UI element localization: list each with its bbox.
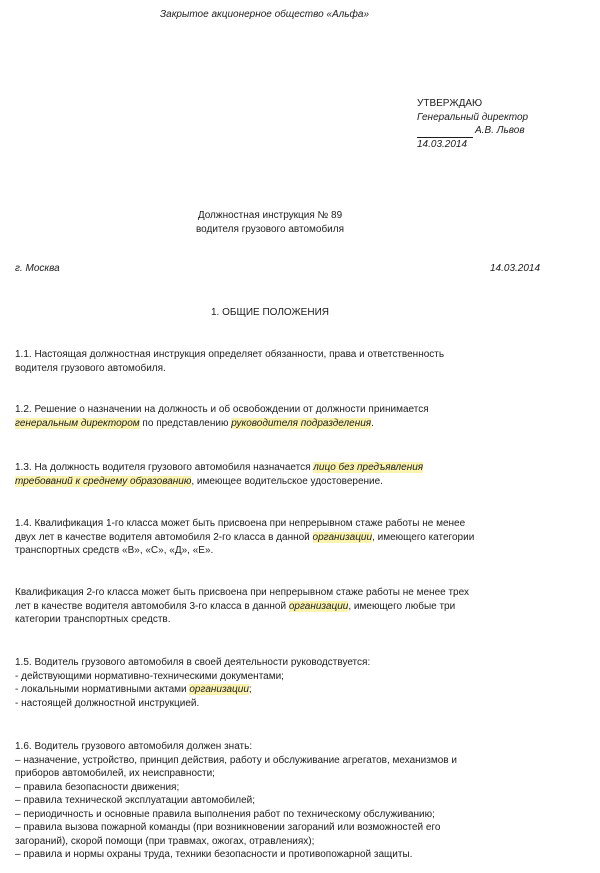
p1-6-line: – периодичность и основные правила выполнения работ по техническому обслуживанию;: [15, 808, 435, 820]
p1-4-text: двух лет в качестве водителя автомобиля 2-го класса в данной: [15, 531, 313, 543]
p1-2-line-2: [15, 417, 429, 431]
approval-name: А.В. Львов: [475, 125, 525, 136]
title-line-2: водителя грузового автомобиля: [195, 223, 345, 235]
p1-4-line-3: транспортных средств «В», «С», «Д», «Е».: [15, 545, 214, 556]
approval-block: [417, 97, 528, 151]
p1-4b-line-1: Квалификация 2-го класса может быть присвоена при непрерывном стаже работы не менее трех: [15, 587, 469, 598]
section-title: 1. ОБЩИЕ ПОЛОЖЕНИЯ: [211, 307, 329, 318]
p1-2-end: .: [371, 417, 374, 429]
company-name: Закрытое акционерное общество «Альфа»: [160, 9, 370, 20]
approval-position: Генеральный директор: [417, 111, 529, 123]
p1-5-end: ;: [248, 684, 252, 695]
p1-2-text: по представлению: [139, 417, 232, 429]
p1-3-line-1: [15, 461, 423, 475]
highlight-organization: организации: [312, 531, 373, 543]
paragraph-1-2: [15, 403, 429, 430]
document-title: [150, 209, 390, 236]
paragraph-1-6: [15, 740, 457, 862]
highlight-education: требований к среднему образованию: [15, 475, 192, 487]
highlight-organization: организации: [189, 684, 249, 695]
document-city: г. Москва: [15, 263, 60, 274]
p1-6-line: – правила вызова пожарной команды (при возникновении загораний или возможностей его: [15, 822, 441, 833]
p1-5-text: - локальными нормативными актами: [15, 684, 190, 695]
highlight-general-director: генеральным директором: [15, 417, 140, 429]
approval-label: УТВЕРЖДАЮ: [417, 98, 483, 109]
p1-6-line: приборов автомобилей, их неисправности;: [15, 768, 215, 779]
paragraph-1-3: [15, 461, 423, 488]
p1-4-end: , имеющего категории: [372, 531, 475, 543]
paragraph-1-4b: [15, 586, 469, 627]
paragraph-1-4: [15, 517, 474, 558]
paragraph-1-1: [15, 348, 444, 375]
p1-5-line-1: 1.5. Водитель грузового автомобиля в своей деятельности руководствуется:: [15, 657, 371, 668]
p1-6-line: 1.6. Водитель грузового автомобиля должен знать:: [15, 741, 253, 752]
paragraph-1-5: [15, 656, 370, 710]
p1-6-line: – правила и нормы охраны труда, техники безопасности и противопожарной защиты.: [15, 849, 413, 860]
document-date: 14.03.2014: [490, 263, 541, 274]
p1-6-line: – правила безопасности движения;: [15, 781, 180, 793]
p1-1-line-2: водителя грузового автомобиля.: [15, 362, 166, 374]
highlight-department-head: руководителя подразделения: [231, 417, 372, 429]
p1-3-text: 1.3. На должность водителя грузового автомобиля назначается: [15, 462, 314, 473]
p1-6-line: – правила технической эксплуатации автомобилей;: [15, 795, 256, 806]
signature-blank: [417, 127, 473, 138]
p1-3-end: , имеющее водительское удостоверение.: [191, 475, 383, 487]
p1-1-line-1: 1.1. Настоящая должностная инструкция определяет обязанности, права и ответственность: [15, 349, 445, 360]
p1-3-line-2: [15, 475, 423, 489]
p1-6-line: загораний), скорой помощи (при травмах, ожогах, отравлениях);: [15, 835, 315, 847]
approval-signature-line: [417, 124, 528, 138]
p1-5-line-2: - действующими нормативно-техническими документами;: [15, 670, 284, 682]
p1-4b-line-2: [15, 600, 469, 614]
p1-2-line-1: 1.2. Решение о назначении на должность и об освобождении от должности принимается: [15, 404, 429, 415]
p1-5-line-3: [15, 683, 370, 697]
p1-4-line-1: 1.4. Квалификация 1-го класса может быть присвоена при непрерывном стаже работы не менее: [15, 518, 466, 529]
p1-4b-end: , имеющего любые три: [348, 600, 456, 612]
highlight-organization: организации: [288, 600, 349, 612]
highlight-person: лицо без предъявления: [313, 462, 424, 473]
p1-5-line-4: - настоящей должностной инструкцией.: [15, 697, 200, 709]
approval-date: 14.03.2014: [417, 138, 468, 150]
title-line-1: Должностная инструкция № 89: [197, 210, 343, 221]
p1-4-line-2: [15, 531, 474, 545]
p1-4b-line-3: категории транспортных средств.: [15, 614, 171, 625]
p1-4b-text: лет в качестве водителя автомобиля 3-го класса в данной: [15, 600, 289, 612]
p1-6-line: – назначение, устройство, принцип действия, работу и обслуживание агрегатов, механизмов и: [15, 754, 457, 766]
